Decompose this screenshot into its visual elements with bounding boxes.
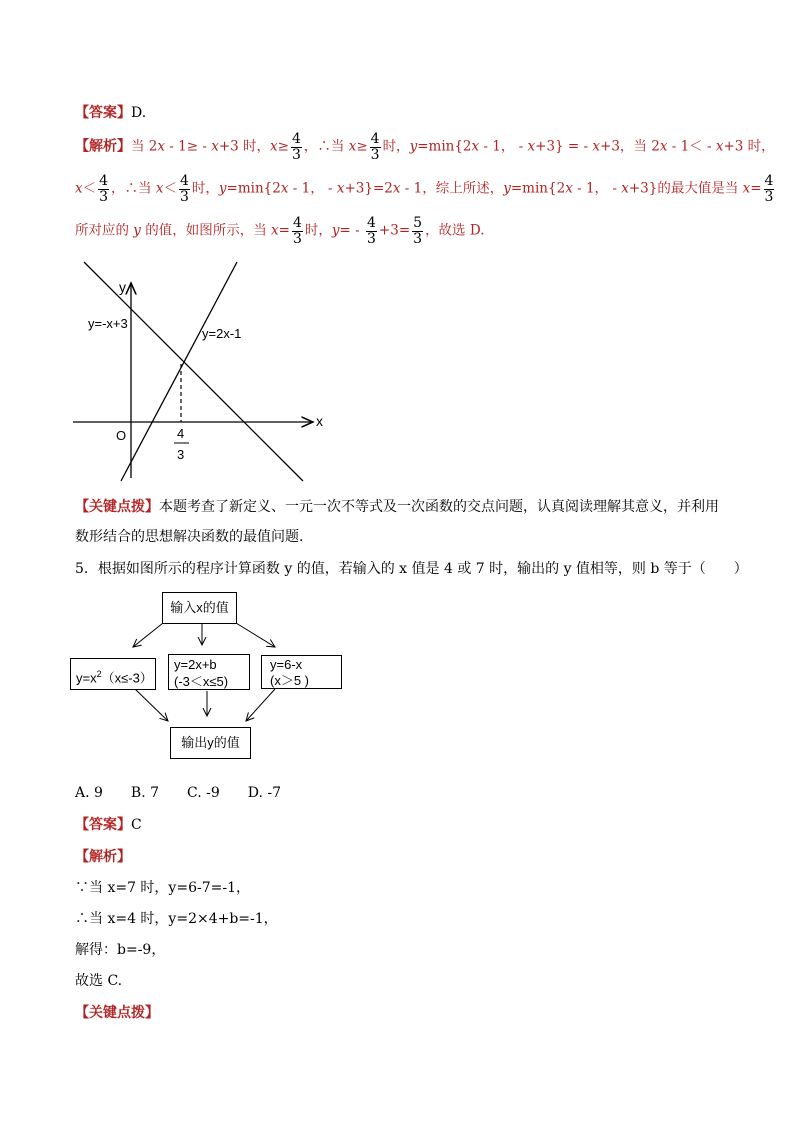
fraction: $\frac{4}{3}$ xyxy=(370,131,380,163)
answer-value: D. xyxy=(131,105,147,121)
analysis-line-3: 所对应的 y 的值，如图所示，当 x= $\frac{4}{3}$ 时，y= - $\frac{4}{3}$ +3= $\frac{5}{3}$ ，故选 D. xyxy=(75,215,485,247)
answer-2-tag: 【答案】 xyxy=(75,817,131,833)
answer-2-value: C xyxy=(131,817,142,833)
flow-input-box: 输入x的值 xyxy=(162,592,237,624)
analysis-line-1: 【解析】当 2x - 1≥ - x+3 时，x≥ $\frac{4}{3}$ ，∴当 x≥ $\frac{4}{3}$ 时，y=min{2x - 1， - x+3} = - x+3，当 2x - 1＜ - x+3 时， xyxy=(75,131,775,163)
flow-output-box: 输出y的值 xyxy=(170,727,251,759)
question-5: 5．根据如图所示的程序计算函数 y 的值，若输入的 x 值是 4 或 7 时，输出的 y 值相等，则 b 等于（ ） xyxy=(75,561,748,577)
fraction: $\frac{4}{3}$ xyxy=(291,131,301,163)
flow-left-box: $y=x^2(x\le-3)$ xyxy=(70,658,156,690)
answer-tag: 【答案】 xyxy=(75,105,131,121)
analysis-2-tag: 【解析】 xyxy=(75,849,131,865)
tick-denominator: 3 xyxy=(177,447,185,462)
analysis-2-step-1: ∵当 x=7 时，y=6-7=-1， xyxy=(75,880,250,896)
analysis-2-step-2: ∴当 x=4 时，y=2×4+b=-1， xyxy=(75,911,278,927)
line1-label: y=-x+3 xyxy=(88,316,128,331)
keypoint-2-tag: 【关键点拨】 xyxy=(75,1005,159,1021)
fraction: $\frac{4}{3}$ xyxy=(99,173,109,205)
keypoint-line-1 xyxy=(75,496,719,516)
y-axis-label: y xyxy=(119,279,126,295)
origin-label: O xyxy=(116,428,127,443)
analysis-tag: 【解析】 xyxy=(75,138,131,155)
flow-right-box: y=6-x (x＞5 ) xyxy=(261,655,342,689)
fraction: $\frac{4}{3}$ xyxy=(367,215,376,247)
keypoint-tag: 【关键点拨】 xyxy=(75,499,159,515)
analysis-2-step-4: 故选 C. xyxy=(75,973,123,989)
analysis-text: 当 2x - 1≥ - x+3 时，x≥ xyxy=(131,138,289,155)
keypoint-line-2: 数形结合的思想解决函数的最值问题. xyxy=(75,529,304,545)
keypoint-text: 本题考查了新定义、一元一次不等式及一次函数的交点问题，认真阅读理解其意义，并利用 xyxy=(159,499,719,515)
analysis-2-step-3: 解得：b=-9， xyxy=(75,942,166,958)
answer-options: A. 9 B. 7 C. -9 D. -7 xyxy=(75,785,282,801)
answer-2-line xyxy=(75,814,142,834)
line-neg-x-plus-3 xyxy=(84,262,303,481)
fraction: $\frac{4}{3}$ xyxy=(764,173,774,205)
flow-middle-box: y=2x+b (-3＜x≤5) xyxy=(168,654,250,690)
line2-label: y=2x-1 xyxy=(202,326,242,341)
analysis-line-2: x＜ $\frac{4}{3}$ ，∴当 x＜ $\frac{4}{3}$ 时，y=min{2x - 1， - x+3}=2x - 1，综上所述，y=min{2x - 1， - x+3}的最大值是当 x= $\frac{4}{3}$ xyxy=(75,173,774,205)
tick-numerator: 4 xyxy=(177,426,185,441)
function-graph xyxy=(0,0,794,500)
fraction: $\frac{4}{3}$ xyxy=(179,173,189,205)
fraction: $\frac{5}{3}$ xyxy=(413,215,423,247)
fraction: $\frac{4}{3}$ xyxy=(292,215,302,247)
x-axis-label: x xyxy=(316,413,323,429)
